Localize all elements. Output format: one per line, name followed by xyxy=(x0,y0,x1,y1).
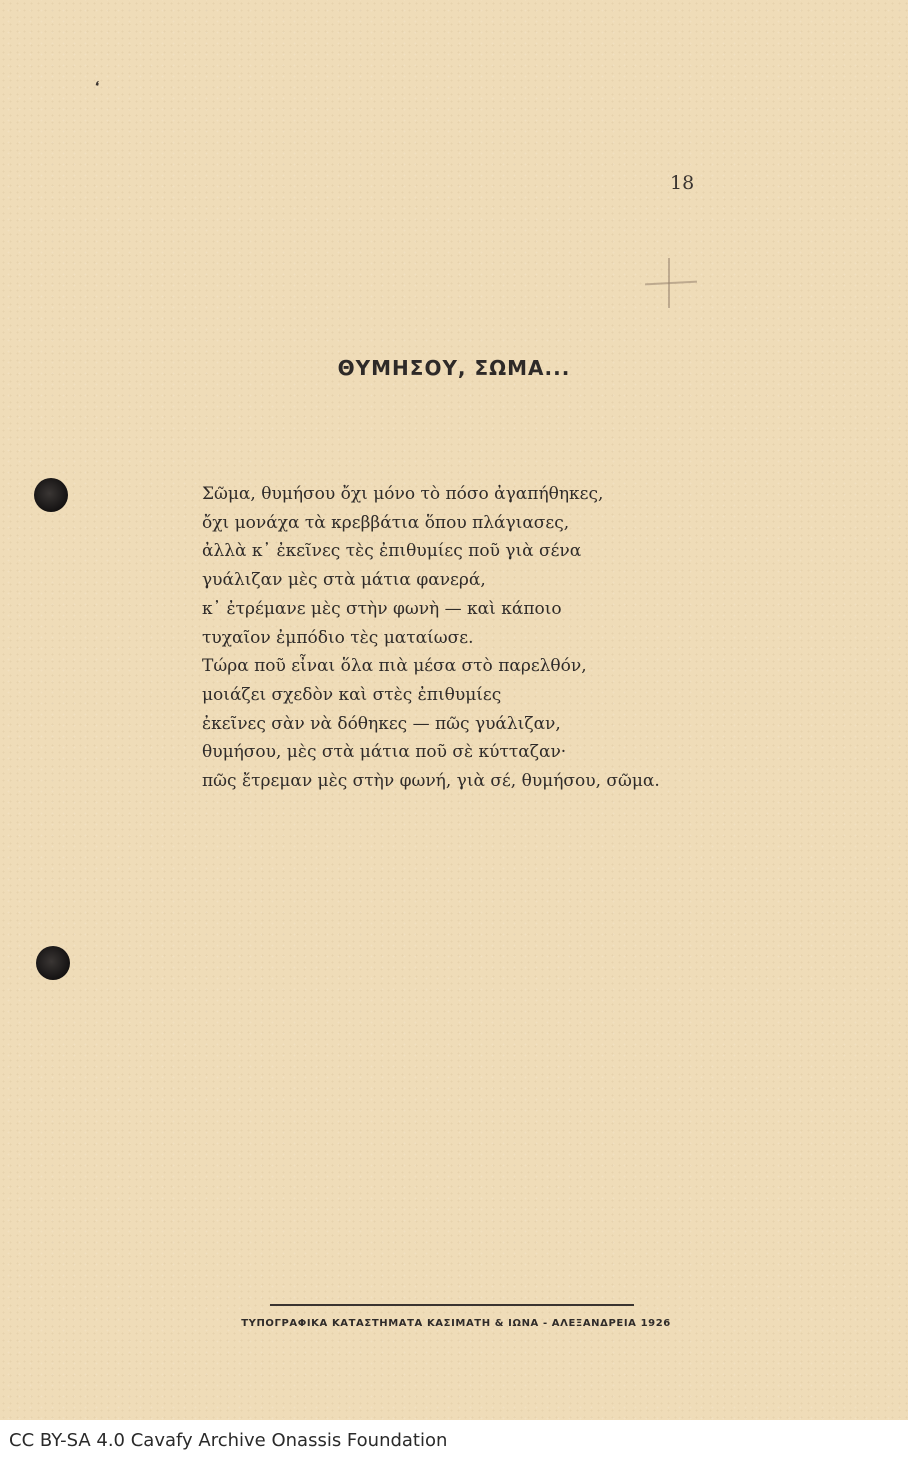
poem-title: ΘΥΜΗΣΟΥ, ΣΩΜΑ... xyxy=(337,356,571,380)
poem-line: γυάλιζαν μὲς στὰ μάτια φανερά, xyxy=(202,570,486,591)
poem-line: θυμήσου, μὲς στὰ μάτια ποῦ σὲ κύτταζαν· xyxy=(202,742,567,763)
ink-speck: ❛ xyxy=(92,78,101,96)
poem-line: τυχαῖον ἐμπόδιο τὲς ματαίωσε. xyxy=(202,627,474,648)
page-number: 18 xyxy=(670,172,695,194)
punch-hole-bottom xyxy=(36,946,70,980)
poem-line: Τώρα ποῦ εἶναι ὅλα πιὰ μέσα στὸ παρελθόν, xyxy=(202,656,587,677)
poem-text xyxy=(202,480,762,796)
footer-rule xyxy=(270,1304,634,1306)
pencil-cross-mark-horizontal xyxy=(645,281,697,285)
poem-line: κ᾽ ἐτρέμανε μὲς στὴν φωνὴ — καὶ κάποιο xyxy=(202,598,562,619)
poem-line: Σῶμα, θυμήσου ὄχι μόνο τὸ πόσο ἀγαπήθηκες, xyxy=(202,484,604,504)
punch-hole-top xyxy=(34,478,68,512)
poem-title-block xyxy=(0,356,908,380)
poem-line: ἀλλὰ κ᾽ ἐκεῖνες τὲς ἐπιθυμίες ποῦ γιὰ σένα xyxy=(202,541,582,562)
printer-colophon-block xyxy=(0,1318,908,1329)
poem-line: μοιάζει σχεδὸν καὶ στὲς ἐπιθυμίες xyxy=(202,684,502,705)
license-credit: CC BY-SA 4.0 Cavafy Archive Onassis Foundation xyxy=(9,1430,448,1451)
printer-colophon: ΤΥΠΟΓΡΑΦΙΚΑ ΚΑΤΑΣΤΗΜΑΤΑ ΚΑΣΙΜΑΤΗ & ΙΩΝΑ - ΑΛΕΞΑΝΔΡΕΙΑ 1926 xyxy=(241,1318,671,1329)
poem-line: ἐκεῖνες σὰν νὰ δόθηκες — πῶς γυάλιζαν, xyxy=(202,713,561,734)
poem-line: ὄχι μονάχα τὰ κρεββάτια ὅπου πλάγιασες, xyxy=(202,512,570,533)
poem-line: πῶς ἔτρεμαν μὲς στὴν φωνή, γιὰ σέ, θυμήσου, σῶμα. xyxy=(202,771,660,792)
